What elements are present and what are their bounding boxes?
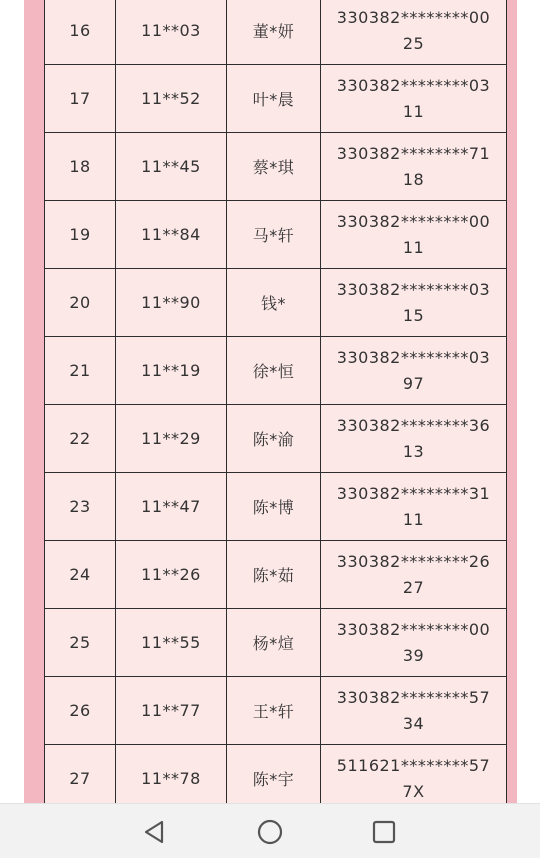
student-name-cell: 叶*晨	[227, 65, 321, 133]
student-id-cell: 11**29	[116, 405, 227, 473]
student-id-cell: 11**03	[116, 0, 227, 65]
row-number-cell: 25	[45, 609, 116, 677]
student-name-cell: 王*轩	[227, 677, 321, 745]
id-card-cell	[321, 133, 507, 201]
id-card-line-2: 39	[402, 645, 425, 665]
id-card-cell	[321, 473, 507, 541]
table-row	[45, 133, 507, 201]
student-table	[44, 0, 507, 813]
id-card-line-2: 13	[402, 441, 425, 461]
student-name-cell: 钱*	[227, 269, 321, 337]
circle-home-icon	[254, 816, 286, 848]
table-row	[45, 269, 507, 337]
table-row	[45, 0, 507, 65]
id-card-line-2: 97	[402, 373, 425, 393]
id-card-cell	[321, 541, 507, 609]
row-number-cell: 20	[45, 269, 116, 337]
id-card-line-1: 330382********03	[336, 75, 491, 95]
student-name-cell: 陈*渝	[227, 405, 321, 473]
table-row	[45, 473, 507, 541]
row-number-cell: 24	[45, 541, 116, 609]
student-name-cell: 杨*煊	[227, 609, 321, 677]
id-card-cell	[321, 269, 507, 337]
student-name-cell: 徐*恒	[227, 337, 321, 405]
student-id-cell: 11**19	[116, 337, 227, 405]
student-name-cell: 陈*宇	[227, 745, 321, 813]
student-id-cell: 11**45	[116, 133, 227, 201]
student-id-cell: 11**47	[116, 473, 227, 541]
student-name-cell: 董*妍	[227, 0, 321, 65]
table-row	[45, 609, 507, 677]
id-card-line-1: 330382********26	[336, 551, 491, 571]
row-number-cell: 21	[45, 337, 116, 405]
student-id-cell: 11**90	[116, 269, 227, 337]
id-card-cell	[321, 677, 507, 745]
student-name-cell: 马*轩	[227, 201, 321, 269]
table-row	[45, 201, 507, 269]
row-number-cell: 26	[45, 677, 116, 745]
table-row	[45, 541, 507, 609]
id-card-line-2: 34	[402, 713, 425, 733]
student-name-cell: 陈*博	[227, 473, 321, 541]
id-card-line-1: 330382********71	[336, 143, 491, 163]
id-card-line-2: 18	[402, 169, 425, 189]
id-card-line-1: 330382********00	[336, 7, 491, 27]
id-card-line-2: 11	[402, 509, 425, 529]
home-button[interactable]	[254, 816, 286, 848]
id-card-cell	[321, 405, 507, 473]
id-card-cell	[321, 609, 507, 677]
student-name-cell: 陈*茹	[227, 541, 321, 609]
row-number-cell: 18	[45, 133, 116, 201]
student-id-cell: 11**52	[116, 65, 227, 133]
id-card-cell	[321, 201, 507, 269]
id-card-line-2: 15	[402, 305, 425, 325]
table-row	[45, 337, 507, 405]
student-id-cell: 11**77	[116, 677, 227, 745]
table-body	[45, 0, 507, 813]
id-card-cell	[321, 337, 507, 405]
id-card-line-1: 330382********36	[336, 415, 491, 435]
row-number-cell: 17	[45, 65, 116, 133]
id-card-line-2: 25	[402, 33, 425, 53]
back-button[interactable]	[138, 816, 170, 848]
student-id-cell: 11**26	[116, 541, 227, 609]
row-number-cell: 23	[45, 473, 116, 541]
student-id-cell: 11**55	[116, 609, 227, 677]
square-recents-icon	[368, 816, 400, 848]
id-card-line-2: 7X	[402, 781, 425, 801]
student-name-cell: 蔡*琪	[227, 133, 321, 201]
id-card-line-1: 511621********57	[336, 755, 491, 775]
student-id-cell: 11**84	[116, 201, 227, 269]
id-card-line-1: 330382********00	[336, 211, 491, 231]
id-card-line-2: 27	[402, 577, 425, 597]
id-card-line-1: 330382********03	[336, 279, 491, 299]
triangle-back-icon	[138, 816, 170, 848]
id-card-line-2: 11	[402, 101, 425, 121]
id-card-line-2: 11	[402, 237, 425, 257]
table-row	[45, 677, 507, 745]
student-id-cell: 11**78	[116, 745, 227, 813]
id-card-line-1: 330382********03	[336, 347, 491, 367]
row-number-cell: 19	[45, 201, 116, 269]
recents-button[interactable]	[368, 816, 400, 848]
id-card-cell	[321, 0, 507, 65]
row-number-cell: 27	[45, 745, 116, 813]
row-number-cell: 22	[45, 405, 116, 473]
table-row	[45, 405, 507, 473]
id-card-line-1: 330382********00	[336, 619, 491, 639]
id-card-cell	[321, 65, 507, 133]
table-row	[45, 65, 507, 133]
id-card-line-1: 330382********31	[336, 483, 491, 503]
android-navigation-bar	[0, 803, 540, 858]
row-number-cell: 16	[45, 0, 116, 65]
id-card-line-1: 330382********57	[336, 687, 491, 707]
